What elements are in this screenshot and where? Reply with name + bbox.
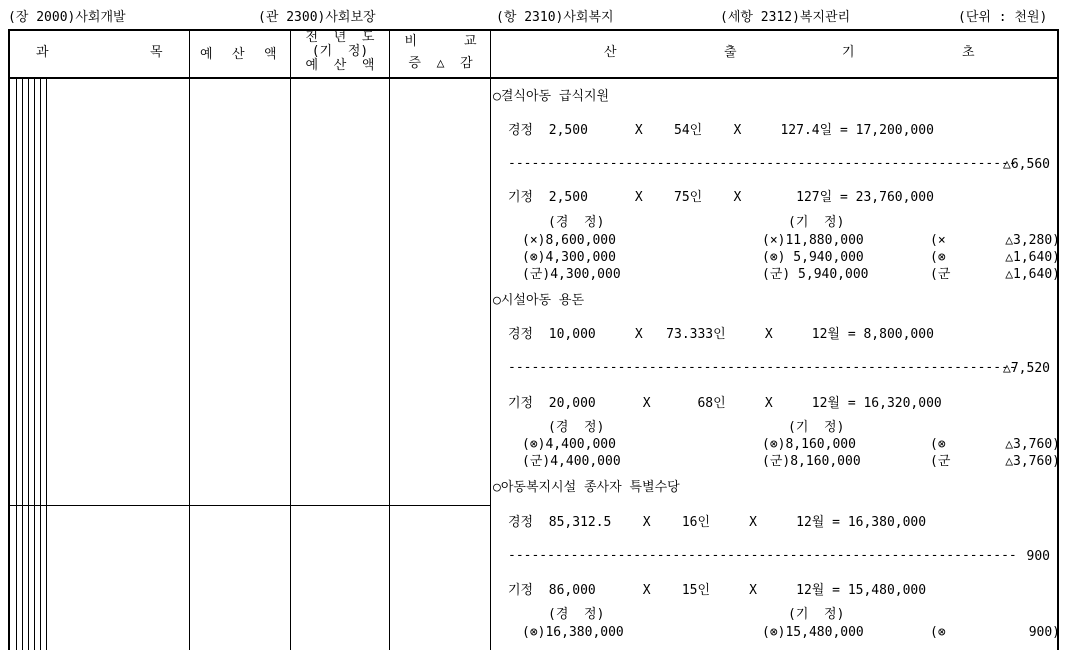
header-jang: (장 2000)사회개발 [8,10,126,25]
row-val: △3,280) [1005,233,1060,248]
row-left: (⊗)16,380,000 [522,625,624,640]
sub-head-revised: (경 정) [548,215,605,230]
row-val: △3,760) [1005,454,1060,469]
sub-head-revised: (경 정) [548,607,605,622]
row-left: (군)4,300,000 [522,267,621,282]
row-mark: (× [930,233,946,248]
block-title: ○결식아동 급식지원 [493,89,610,104]
calc-line-revised: 경정 10,000 X 73.333인 X 12월 = 8,800,000 [508,327,934,342]
row-right: (⊗)8,160,000 [762,437,856,452]
calc-line-original: 기정 2,500 X 75인 X 127일 = 23,760,000 [508,190,934,205]
diff-value: △7,520 [1003,361,1050,376]
row-right: (×)11,880,000 [762,233,864,248]
header-budget-ye: 예 [200,47,213,62]
row-mark: (⊗ [930,250,946,265]
header-prev-1: 전 년 도 [305,30,375,45]
calc-line-original: 기정 86,000 X 15인 X 12월 = 15,480,000 [508,583,927,598]
header-hang: (항 2310)사회복지 [496,10,614,25]
row-val: △1,640) [1005,250,1060,265]
row-right: (⊗) 5,940,000 [762,250,864,265]
header-gwan: (관 2300)사회보장 [258,10,376,25]
dash-line: ----------------------------------------------------------------- [508,156,1017,171]
header-mok: 목 [150,45,163,60]
header-prev-3: 예 산 액 [305,58,375,73]
row-left: (⊗)4,400,000 [522,437,616,452]
calc-line-revised: 경정 2,500 X 54인 X 127.4일 = 17,200,000 [508,123,934,138]
header-unit: (단위 : 천원) [958,10,1048,25]
row-left: (×)8,600,000 [522,233,616,248]
row-right: (군) 5,940,000 [762,267,869,282]
diff-value: 900 [1026,549,1050,564]
row-val: △3,760) [1005,437,1060,452]
header-compare-2: 증 △ 감 [408,56,473,71]
row-mark: (⊗ [930,625,946,640]
block-title: ○아동복지시설 종사자 특별수당 [493,480,680,495]
row-mark: (군 [930,267,951,282]
row-mark: (⊗ [930,437,946,452]
header-prev-2: (기 정) [311,44,369,59]
sub-head-revised: (경 정) [548,420,605,435]
row-val: △1,640) [1005,267,1060,282]
row-val: 900) [1028,625,1060,640]
calc-line-revised: 경정 85,312.5 X 16인 X 12월 = 16,380,000 [508,515,927,530]
header-budget-aek: 액 [264,47,277,62]
header-sehang: (세항 2312)복지관리 [720,10,851,25]
header-basis-san: 산 [604,45,617,60]
header-basis-cho: 초 [962,45,975,60]
diff-value: △6,560 [1003,157,1050,172]
row-mark: (군 [930,454,951,469]
header-compare-1: 비 교 [404,34,477,49]
dash-line: ----------------------------------------------------------------- [508,548,1017,563]
header-basis-chul: 출 [724,45,737,60]
row-right: (⊗)15,480,000 [762,625,864,640]
row-left: (⊗)4,300,000 [522,250,616,265]
dash-line: ----------------------------------------------------------------- [508,360,1017,375]
header-gwa: 과 [36,45,49,60]
header-basis-gi: 기 [842,45,855,60]
row-left: (군)4,400,000 [522,454,621,469]
sub-head-original: (기 정) [788,420,845,435]
sub-head-original: (기 정) [788,607,845,622]
block-title: ○시설아동 용돈 [493,293,585,308]
calc-line-original: 기정 20,000 X 68인 X 12월 = 16,320,000 [508,396,942,411]
sub-head-original: (기 정) [788,215,845,230]
row-right: (군)8,160,000 [762,454,861,469]
header-budget-san: 산 [232,47,245,62]
